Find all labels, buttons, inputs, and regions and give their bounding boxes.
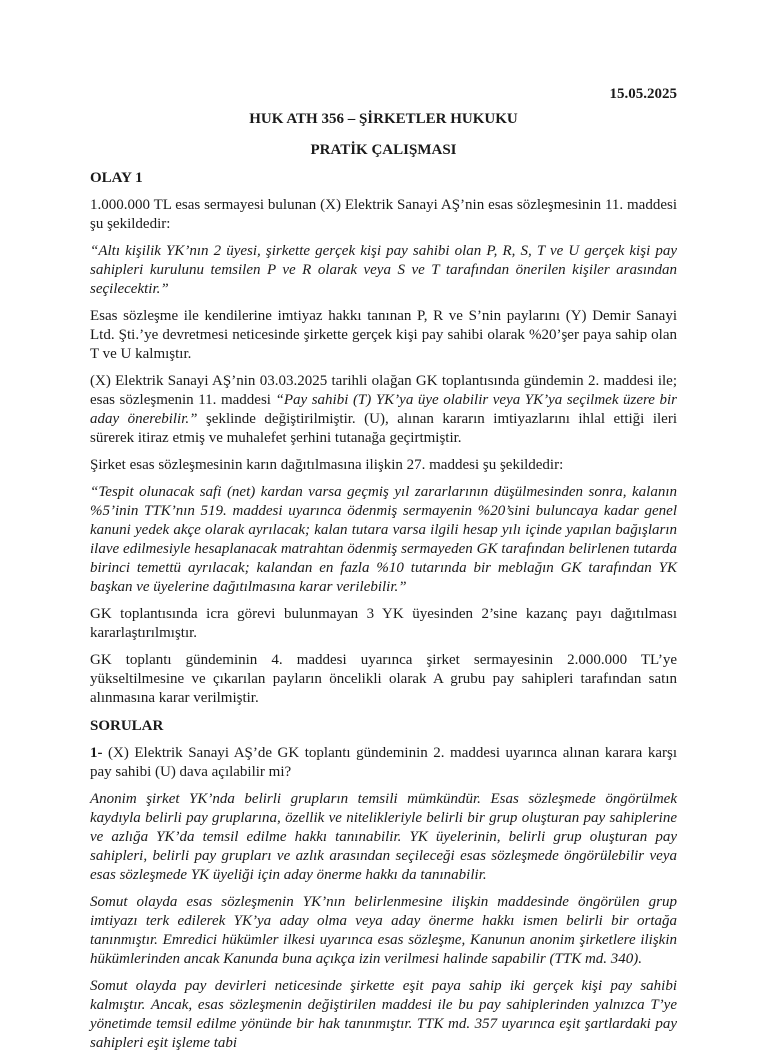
case-paragraph-4 [90,372,677,448]
document-date: 15.05.2025 [609,86,677,102]
case-heading: OLAY 1 [90,170,143,186]
answer-paragraph-2: Somut olayda esas sözleşmenin YK’nın belirlenmesine ilişkin maddesinde öngörülen grup imtiyazı terk edilerek YK’ya aday olma veya aday önerme hakkı ismen belirli bir ortağa tanınmıştır. Emredici hükümler ilkesi uyarınca esas sözleşme, Kanunun anonim şirketlere ilişkin hükümlerinden ancak Kanunda buna açıkça izin verilmesi halinde sapabilir (TTK md. 340). [90,894,677,967]
document-subtitle: PRATİK ÇALIŞMASI [310,142,457,158]
article-27-quote: “Tespit olunacak safi (net) kardan varsa geçmiş yıl zararlarının düşülmesinden sonra, kalanın %5’inin TTK’nın 519. maddesi uyarınca ödenmiş sermayenin %20’sini buluncaya kadar genel kanuni yedek akçe olarak ayrılacak; kalan tutara varsa ilgili hesap yılı içinde yapılan bağışların ilave edilmesiyle hesaplanacak matrahtan ödenmiş sermayeden GK tarafından belirlenen tutarda birinci temettü ayrılacak; kalandan en fazla %10 tutarında bir meblağın GK tarafından YK başkan ve üyelerine dağıtılmasına karar verilebilir.” [90,484,677,595]
case-paragraph-1: 1.000.000 TL esas sermayesi bulunan (X) Elektrik Sanayi AŞ’nin esas sözleşmesinin 11. maddesi şu şekildedir: [90,197,677,232]
amended-article-quote: “Pay sahibi (T) YK’ya üye olabilir veya YK’ya seçilmek üzere bir aday önerebilir.” [90,392,677,427]
questions-heading: SORULAR [90,718,164,734]
case-paragraph-5: Şirket esas sözleşmesinin karın dağıtılmasına ilişkin 27. maddesi şu şekildedir: [90,457,564,473]
question-1-number: 1- [90,745,103,761]
case-paragraph-4-tail: şeklinde değiştirilmiştir. (U), alınan kararın imtiyazlarını ihlal ettiği ileri sürerek itiraz etmiş ve muhalefet şerhini tutanağa geçirtmiştir. [90,411,677,446]
document-page [90,84,677,1053]
article-11-quote: “Altı kişilik YK’nın 2 üyesi, şirkette gerçek kişi pay sahibi olan P, R, S, T ve U gerçek kişi pay sahipleri kurulunu temsilen P ve R olarak veya S ve T tarafından önerilen kişiler arasından seçilecektir.” [90,243,677,297]
question-1-text: (X) Elektrik Sanayi AŞ’de GK toplantı gündeminin 2. maddesi uyarınca alınan karara karşı pay sahibi (U) dava açılabilir mi? [90,745,677,780]
case-paragraph-7: GK toplantısında icra görevi bulunmayan 3 YK üyesinden 2’sine kazanç payı dağıtılması kararlaştırılmıştır. [90,606,677,641]
question-1 [90,744,677,782]
case-paragraph-4-lead: (X) Elektrik Sanayi AŞ’nin 03.03.2025 tarihli olağan GK toplantısında gündemin 2. maddesi ile; esas sözleşmenin 11. maddesi [90,373,677,408]
answer-paragraph-3: Somut olayda pay devirleri neticesinde şirkette eşit paya sahip iki gerçek kişi pay sahibi kalmıştır. Ancak, esas sözleşmenin değiştirilen maddesi ile bu pay sahiplerinden yalnızca T’ye yönetimde temsil edilme yönünde bir hak tanınmıştır. TTK md. 357 uyarınca eşit şartlardaki pay sahipleri eşit işleme tabi [90,978,677,1051]
case-paragraph-3: Esas sözleşme ile kendilerine imtiyaz hakkı tanınan P, R ve S’nin paylarını (Y) Demir Sanayi Ltd. Şti.’ye devretmesi neticesinde şirkette gerçek kişi pay sahibi olarak %20’şer paya sahip olan T ve U kalmıştır. [90,308,677,362]
answer-paragraph-1: Anonim şirket YK’nda belirli grupların temsili mümkündür. Esas sözleşmede öngörülmek kaydıyla belirli pay gruplarına, özellik ve nitelikleriyle belirli bir grup oluşturan pay sahiplerine ve azlığa YK’da temsil edilme hakkı tanınabilir. YK üyelerinin, belirli grup oluşturan pay sahipleri, belirli pay grupları ve azlık arasından seçileceği esas sözleşmede öngörülebilir veya esas sözleşmede YK üyeliği için aday önerme hakkı da tanınabilir. [90,791,677,883]
case-paragraph-8: GK toplantı gündeminin 4. maddesi uyarınca şirket sermayesinin 2.000.000 TL’ye yükseltilmesine ve çıkarılan payların öncelikli olarak A grubu pay sahipleri tarafından satın alınmasına karar verilmiştir. [90,652,677,706]
course-title: HUK ATH 356 – ŞİRKETLER HUKUKU [249,111,518,127]
